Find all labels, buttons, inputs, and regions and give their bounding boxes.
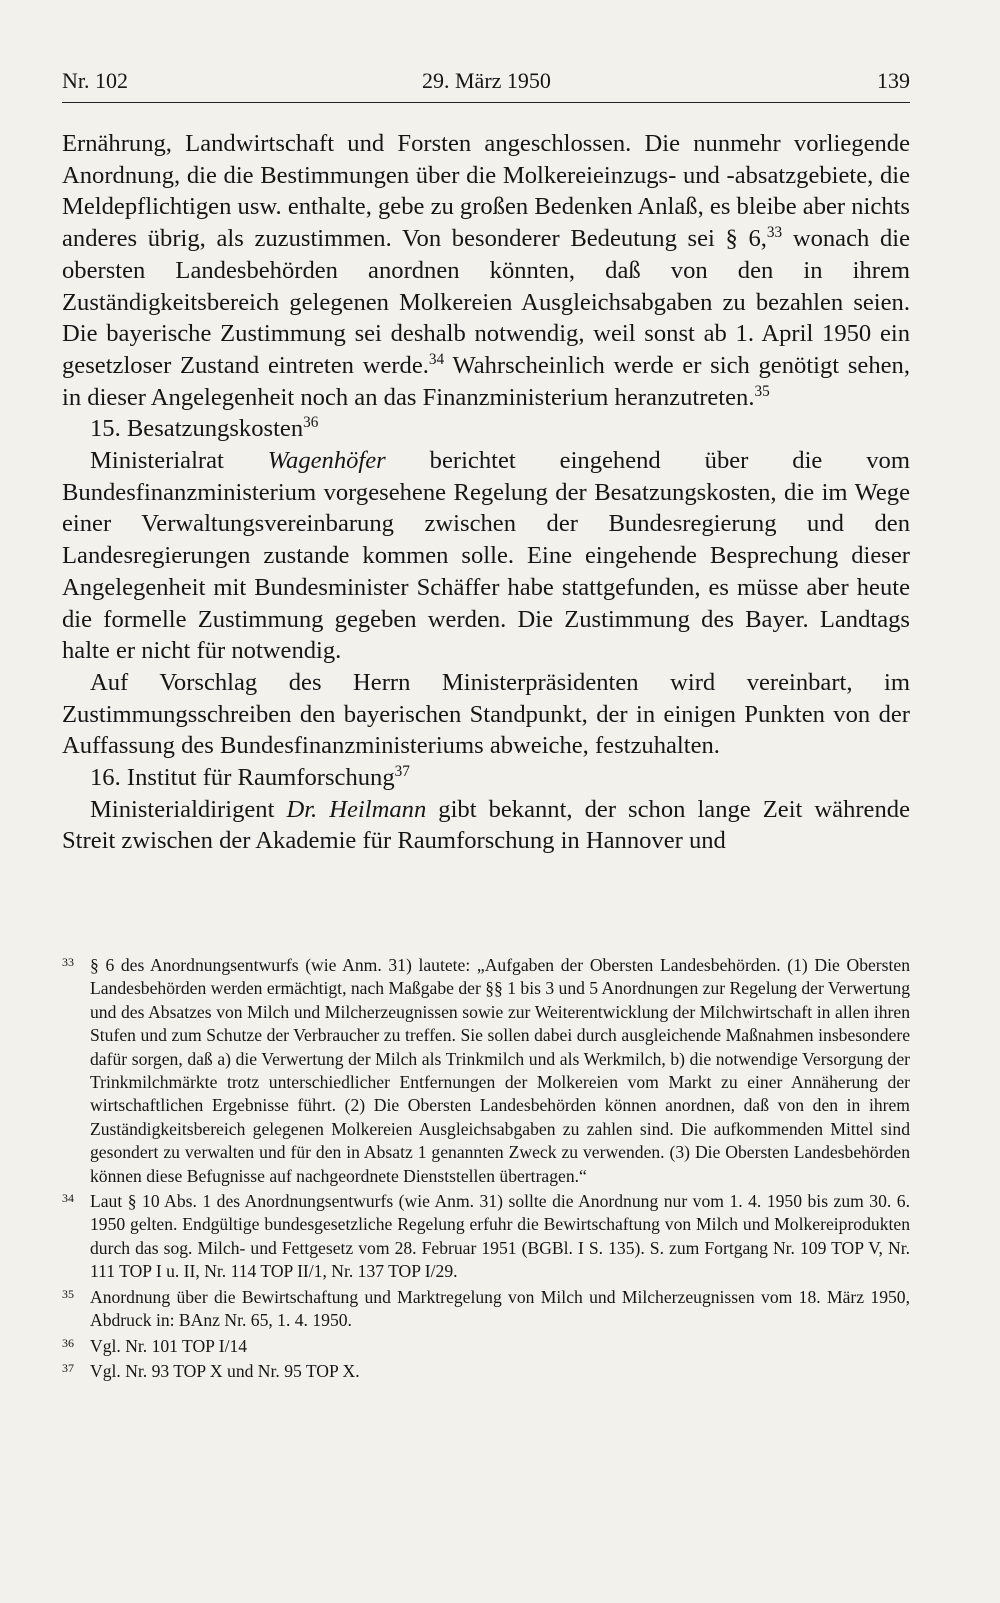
paragraph-milk-order: Ernährung, Landwirtschaft und Forsten angeschlossen. Die nunmehr vorliegende Anordnung, die die Bestimmungen über die Molkereieinzugs- und -absatzgebiete, die Meldepflichtigen usw. enthalte, gebe zu großen Bedenken Anlaß, es bleibe aber nichts anderes übrig, als zuzustimmen. Von besonderer Bedeutung sei § 6,33 wonach die obersten Landesbehörden anordnen könnten, daß von den in ihrem Zuständigkeitsbereich gelegenen Molkereien Ausgleichsabgaben zu bezahlen seien. Die bayerische Zustimmung sei deshalb notwendig, weil sonst ab 1. April 1950 ein gesetzloser Zustand eintreten werde.$^{34}$ Wahrscheinlich werde er sich genötigt sehen, in dieser Angelegenheit noch an das Finanzministerium heranzutreten.$^{35}$ [62, 130, 911, 411]
main-text [62, 128, 910, 857]
footnote-36 [62, 1335, 910, 1358]
footnote-number: 37 [62, 1360, 74, 1375]
speaker-name: Dr. Heilmann [286, 795, 427, 823]
footnote-text: Vgl. Nr. 101 TOP I/14 [90, 1335, 248, 1356]
paragraph-resolution: Auf Vorschlag des Herrn Ministerpräsidenten wird vereinbart, im Zustimmungsschreiben den bayerischen Standpunkt, der in einigen Punkten von der Auffassung des Bundesfinanzministeriums abweiche, festzuhalten. [62, 668, 910, 760]
header-rule [62, 102, 910, 103]
agenda-heading-15: 15. Besatzungskosten$^{36}$ [90, 414, 319, 443]
document-number: Nr. 102 [62, 68, 128, 93]
footnote-ref-34: 34 [428, 350, 445, 368]
paragraph-spatial-research: Ministerialdirigent Dr. Heilmann gibt bekannt, der schon lange Zeit währende Streit zwischen der Akademie für Raumforschung in Hannover und [62, 795, 910, 855]
footnote-number: 36 [62, 1335, 74, 1350]
footnote-ref-36: 36 [303, 414, 319, 432]
page-number: 139 [877, 68, 910, 93]
running-header [62, 68, 910, 104]
paragraph-occupation-costs: Ministerialrat Wagenhöfer berichtet eingehend über die vom Bundesfinanzministerium vorgesehene Regelung der Besatzungskosten, die im Wege einer Verwaltungsvereinbarung zwischen der Bundesregierung und den Landesregierungen zustande kommen solle. Eine eingehende Besprechung dieser Angelegenheit mit Bundesminister Schäffer habe stattgefunden, es müsse aber heute die formelle Zustimmung gegeben werden. Die Zustimmung des Bayer. Landtags halte er nicht für notwendig. [62, 447, 910, 665]
footnote-text: Vgl. Nr. 93 TOP X und Nr. 95 TOP X. [90, 1360, 360, 1381]
footnote-34 [62, 1190, 910, 1284]
footnote-text: § 6 des Anordnungsentwurfs (wie Anm. 31) lautete: „Aufgaben der Obersten Landesbehörden. (1) Die Obersten Landesbehörden werden ermächtigt, nach Maßgabe der §§ 1 bis 3 und 5 Anordnungen zur Regelung der Verwertung und des Absatzes von Milch und Milcherzeugnissen sowie zur Weiterentwicklung der Milchwirtschaft in allen ihren Stufen und zum Schutze der Verbraucher zu treffen. Sie sollen dabei durch ausgleichende Maßnahmen insbesondere dafür sorgen, daß a) die Verwertung der Milch als Trinkmilch und als Werkmilch, b) die notwendige Versorgung der Trinkmilchmärkte trotz unterschiedlicher Entfernungen der Molkereien vom Markt zu einer Annäherung der wirtschaftlichen Ergebnisse führt. (2) Die Obersten Landesbehörden können anordnen, daß von den in ihrem Zuständigkeitsbereich gelegenen Molkereien Ausgleichsabgaben zu zahlen sind. Die aufkommenden Mittel sind gesondert zu verwalten und für den in Absatz 1 genannten Zweck zu verwenden. (3) Die Obersten Landesbehörden können diese Befugnisse auf nachgeordnete Dienststellen übertragen.“ [90, 955, 910, 1186]
agenda-heading-16: 16. Institut für Raumforschung$^{37}$ [90, 762, 410, 792]
footnote-33 [62, 954, 910, 1188]
speaker-name: Wagenhöfer [267, 447, 386, 475]
footnote-ref-33: 33 [766, 223, 783, 241]
footnote-number: 33 [62, 955, 74, 969]
footnote-text: Laut § 10 Abs. 1 des Anordnungsentwurfs (wie Anm. 31) sollte die Anordnung nur vom 1. 4. 1950 bis zum 30. 6. 1950 gelten. Endgültige bundesgesetzliche Regelung erfuhr die Bewirtschaftung von Milch und Molkereiprodukten durch das sog. Milch- und Fettgesetz vom 28. Februar 1951 (BGBl. I S. 135). S. zum Fortgang Nr. 109 TOP V, Nr. 111 TOP I u. II, Nr. 114 TOP II/1, Nr. 137 TOP I/29. [90, 1191, 910, 1282]
footnote-number: 34 [62, 1191, 74, 1206]
footnote-37 [62, 1360, 910, 1383]
header-date: 29. März 1950 [422, 68, 551, 93]
footnote-ref-37: 37 [394, 762, 410, 780]
footnote-ref-35: 35 [754, 382, 770, 400]
footnote-text: Anordnung über die Bewirtschaftung und Marktregelung von Milch und Milcherzeugnissen vom 18. März 1950, Abdruck in: BAnz Nr. 65, 1. 4. 1950. [90, 1286, 910, 1331]
footnote-35 [62, 1286, 910, 1333]
footnote-number: 35 [62, 1286, 74, 1301]
footnotes [62, 954, 910, 1385]
